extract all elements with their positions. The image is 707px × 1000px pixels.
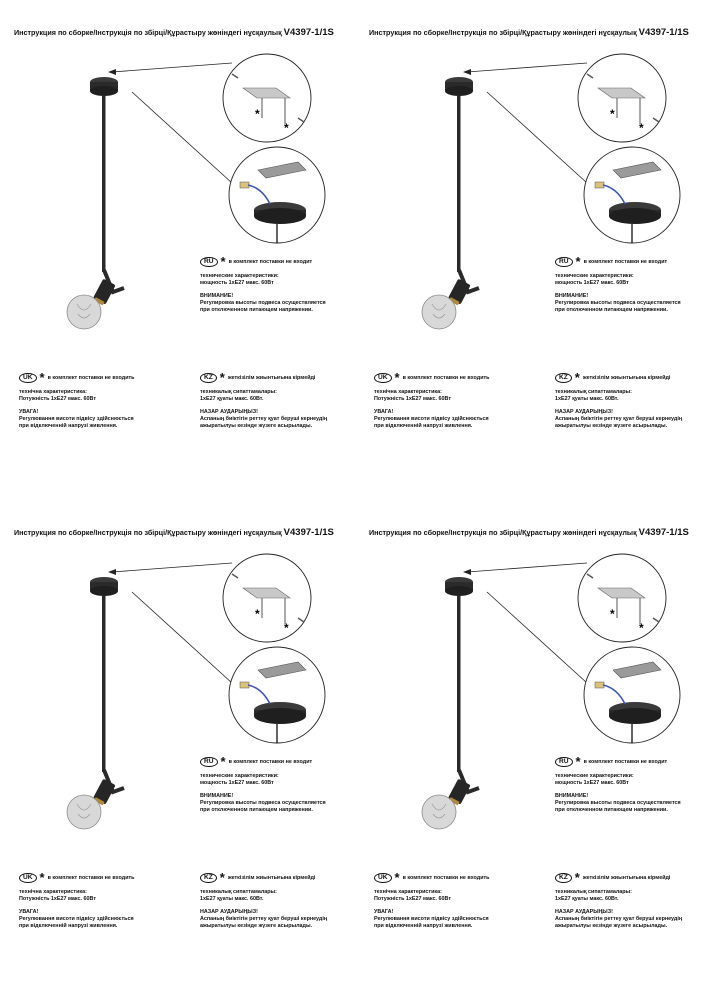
terminal-block: [240, 182, 249, 188]
ru-spec-value: мощность 1xE27 макс. 60Вт: [200, 279, 274, 286]
star-icon: *: [394, 370, 400, 385]
star-icon: *: [219, 370, 225, 385]
uk-warning-title: УВАГА!: [374, 908, 394, 915]
star-mark-screw: *: [610, 107, 615, 121]
star-icon: *: [39, 370, 45, 385]
star-icon: *: [574, 370, 580, 385]
kz-warning-title: НАЗАР АУДАРЫҢЫЗ!: [200, 908, 258, 915]
ru-badge: RU: [555, 257, 573, 267]
kz-warning-line: Аспаның биіктігін реттеу қуат беруші кернеудің: [200, 415, 328, 422]
pointer-line-bracket: [112, 563, 232, 572]
ru-spec-value: мощность 1xE27 макс. 60Вт: [200, 779, 274, 786]
pointer-line-canopy: [132, 92, 232, 183]
ru-not-included-note: в комплект поставки не входит: [583, 258, 668, 265]
kz-warning-line: ажыратылуы кезінде жүзеге асырылады.: [200, 422, 313, 429]
uk-spec-title: технічна характеристика:: [374, 389, 442, 395]
ru-section: [200, 754, 326, 814]
star-icon: *: [575, 754, 581, 769]
ru-warning-title: ВНИМАНИЕ!: [200, 792, 234, 799]
kz-section: [200, 370, 328, 430]
kz-warning-line: ажыратылуы кезінде жүзеге асырылады.: [555, 422, 668, 429]
uk-warning-title: УВАГА!: [19, 408, 39, 415]
uk-warning-line: при відключенній напрузі живлення.: [374, 422, 473, 429]
canopy-bottom: [445, 586, 473, 596]
uk-spec-value: Потужність 1хЕ27 макс. 60Вт: [19, 395, 96, 402]
uk-spec-value: Потужність 1хЕ27 макс. 60Вт: [374, 395, 451, 402]
ru-warning-title: ВНИМАНИЕ!: [555, 292, 589, 299]
title-text: Инструкция по сборке/Інструкція по збірці/Құрастыру жөніндегі нұсқаулық: [14, 28, 282, 37]
kz-spec-title: техникалық сипаттамалары:: [200, 389, 277, 395]
instruction-panel: [355, 0, 707, 500]
uk-section: [374, 370, 490, 430]
terminal-block: [595, 182, 604, 188]
kz-badge: KZ: [200, 873, 217, 883]
star-icon: *: [219, 870, 225, 885]
title-text: Инструкция по сборке/Інструкція по збірці/Құрастыру жөніндегі нұсқаулық: [369, 528, 637, 537]
star-mark-anchor: *: [639, 121, 644, 135]
title-text: Инструкция по сборке/Інструкція по збірці/Құрастыру жөніндегі нұсқаулық: [14, 528, 282, 537]
uk-badge: UK: [19, 373, 37, 383]
suspension-rod: [102, 596, 106, 772]
canopy-bottom: [90, 586, 118, 596]
uk-not-included-note: в комплект поставки не входить: [402, 874, 490, 881]
uk-warning-line: при відключенній напрузі живлення.: [19, 922, 118, 929]
uk-warning-line: Регулювання висоти підвісу здійснюється: [374, 915, 489, 922]
canopy-bottom: [90, 86, 118, 96]
star-mark-anchor: *: [639, 621, 644, 635]
ru-section: [555, 254, 681, 314]
star-mark-anchor: *: [284, 121, 289, 135]
bulb: [67, 295, 101, 329]
uk-not-included-note: в комплект поставки не входить: [47, 374, 135, 381]
uk-warning-title: УВАГА!: [374, 408, 394, 415]
ru-warning-line: при отключенном питающем напряжении.: [200, 806, 313, 813]
kz-badge: KZ: [555, 373, 572, 383]
uk-warning-line: Регулювання висоти підвісу здійснюється: [19, 415, 134, 422]
uk-spec-title: технічна характеристика:: [374, 889, 442, 895]
kz-badge: KZ: [555, 873, 572, 883]
ru-badge: RU: [555, 757, 573, 767]
uk-warning-line: при відключенній напрузі живлення.: [19, 422, 118, 429]
canopy-bottom: [445, 86, 473, 96]
ru-warning-line: Регулировка высоты подвеса осуществляется: [555, 799, 681, 806]
bulb: [67, 795, 101, 829]
star-icon: *: [220, 254, 226, 269]
pointer-line-bracket: [467, 63, 587, 72]
kz-warning-title: НАЗАР АУДАРЫҢЫЗ!: [555, 408, 613, 415]
ru-warning-title: ВНИМАНИЕ!: [555, 792, 589, 799]
ru-badge: RU: [200, 757, 218, 767]
star-icon: *: [575, 254, 581, 269]
star-mark-screw: *: [255, 607, 260, 621]
kz-badge: KZ: [200, 373, 217, 383]
title-text: Инструкция по сборке/Інструкція по збірці/Құрастыру жөніндегі нұсқаулық: [369, 28, 637, 37]
ru-warning-line: при отключенном питающем напряжении.: [555, 306, 668, 313]
ru-spec-title: технические характеристики:: [200, 273, 279, 279]
suspension-rod: [457, 596, 461, 772]
uk-spec-title: технічна характеристика:: [19, 889, 87, 895]
model-number: V4397-1/1S: [283, 27, 334, 38]
uk-badge: UK: [19, 873, 37, 883]
kz-warning-line: ажыратылуы кезінде жүзеге асырылады.: [200, 922, 313, 929]
ru-spec-value: мощность 1xE27 макс. 60Вт: [555, 279, 629, 286]
ru-warning-title: ВНИМАНИЕ!: [200, 292, 234, 299]
instruction-panel: [355, 500, 707, 1000]
bulb: [422, 795, 456, 829]
kz-not-included-note: жеткізілім жиынтығына кірмейді: [227, 874, 316, 881]
kz-not-included-note: жеткізілім жиынтығына кірмейді: [227, 374, 316, 381]
kz-not-included-note: жеткізілім жиынтығына кірмейді: [582, 374, 671, 381]
pointer-line-bracket: [467, 563, 587, 572]
star-mark-anchor: *: [284, 621, 289, 635]
kz-spec-value: 1хЕ27 қуаты макс. 60Вт.: [200, 395, 264, 402]
kz-warning-line: Аспаның биіктігін реттеу қуат беруші кернеудің: [200, 915, 328, 922]
instruction-panel: [0, 500, 353, 1000]
pointer-arrow: [108, 69, 116, 75]
ru-badge: RU: [200, 257, 218, 267]
kz-spec-value: 1хЕ27 қуаты макс. 60Вт.: [555, 395, 619, 402]
uk-spec-value: Потужність 1хЕ27 макс. 60Вт: [374, 895, 451, 902]
bulb: [422, 295, 456, 329]
uk-badge: UK: [374, 373, 392, 383]
uk-spec-value: Потужність 1хЕ27 макс. 60Вт: [19, 895, 96, 902]
model-number: V4397-1/1S: [283, 527, 334, 538]
uk-warning-line: Регулювання висоти підвісу здійснюється: [374, 415, 489, 422]
kz-warning-line: Аспаның биіктігін реттеу қуат беруші кернеудің: [555, 415, 683, 422]
ru-warning-line: при отключенном питающем напряжении.: [555, 806, 668, 813]
uk-warning-title: УВАГА!: [19, 908, 39, 915]
ru-not-included-note: в комплект поставки не входит: [228, 258, 313, 265]
ru-spec-title: технические характеристики:: [555, 273, 634, 279]
star-icon: *: [394, 870, 400, 885]
suspension-rod: [457, 96, 461, 272]
instruction-panel: [0, 0, 353, 500]
pointer-line-canopy: [487, 592, 587, 683]
kz-warning-line: ажыратылуы кезінде жүзеге асырылады.: [555, 922, 668, 929]
terminal-block: [240, 682, 249, 688]
pointer-line-canopy: [487, 92, 587, 183]
ru-not-included-note: в комплект поставки не входит: [228, 758, 313, 765]
kz-spec-value: 1хЕ27 қуаты макс. 60Вт.: [555, 895, 619, 902]
ru-warning-line: Регулировка высоты подвеса осуществляется: [200, 299, 326, 306]
ru-section: [555, 754, 681, 814]
star-icon: *: [220, 754, 226, 769]
uk-spec-title: технічна характеристика:: [19, 389, 87, 395]
ru-not-included-note: в комплект поставки не входит: [583, 758, 668, 765]
kz-not-included-note: жеткізілім жиынтығына кірмейді: [582, 874, 671, 881]
star-icon: *: [574, 870, 580, 885]
pointer-line-bracket: [112, 63, 232, 72]
kz-warning-line: Аспаның биіктігін реттеу қуат беруші кернеудің: [555, 915, 683, 922]
uk-warning-line: Регулювання висоти підвісу здійснюється: [19, 915, 134, 922]
ru-spec-title: технические характеристики:: [200, 773, 279, 779]
kz-warning-title: НАЗАР АУДАРЫҢЫЗ!: [555, 908, 613, 915]
pointer-line-canopy: [132, 592, 232, 683]
ru-warning-line: Регулировка высоты подвеса осуществляется: [200, 799, 326, 806]
uk-section: [374, 870, 490, 930]
star-icon: *: [39, 870, 45, 885]
kz-spec-title: техникалық сипаттамалары:: [555, 389, 632, 395]
pointer-arrow: [463, 69, 471, 75]
uk-not-included-note: в комплект поставки не входить: [47, 874, 135, 881]
kz-section: [555, 870, 683, 930]
uk-not-included-note: в комплект поставки не входить: [402, 374, 490, 381]
kz-section: [555, 370, 683, 430]
kz-spec-title: техникалық сипаттамалары:: [200, 889, 277, 895]
kz-spec-value: 1хЕ27 қуаты макс. 60Вт.: [200, 895, 264, 902]
model-number: V4397-1/1S: [638, 527, 689, 538]
model-number: V4397-1/1S: [638, 27, 689, 38]
uk-warning-line: при відключенній напрузі живлення.: [374, 922, 473, 929]
kz-warning-title: НАЗАР АУДАРЫҢЫЗ!: [200, 408, 258, 415]
ru-spec-title: технические характеристики:: [555, 773, 634, 779]
uk-section: [19, 870, 135, 930]
kz-section: [200, 870, 328, 930]
uk-section: [19, 370, 135, 430]
terminal-block: [595, 682, 604, 688]
star-mark-screw: *: [610, 607, 615, 621]
uk-badge: UK: [374, 873, 392, 883]
ru-warning-line: при отключенном питающем напряжении.: [200, 306, 313, 313]
suspension-rod: [102, 96, 106, 272]
ru-warning-line: Регулировка высоты подвеса осуществляется: [555, 299, 681, 306]
ru-section: [200, 254, 326, 314]
pointer-arrow: [463, 569, 471, 575]
ru-spec-value: мощность 1xE27 макс. 60Вт: [555, 779, 629, 786]
pointer-arrow: [108, 569, 116, 575]
kz-spec-title: техникалық сипаттамалары:: [555, 889, 632, 895]
star-mark-screw: *: [255, 107, 260, 121]
